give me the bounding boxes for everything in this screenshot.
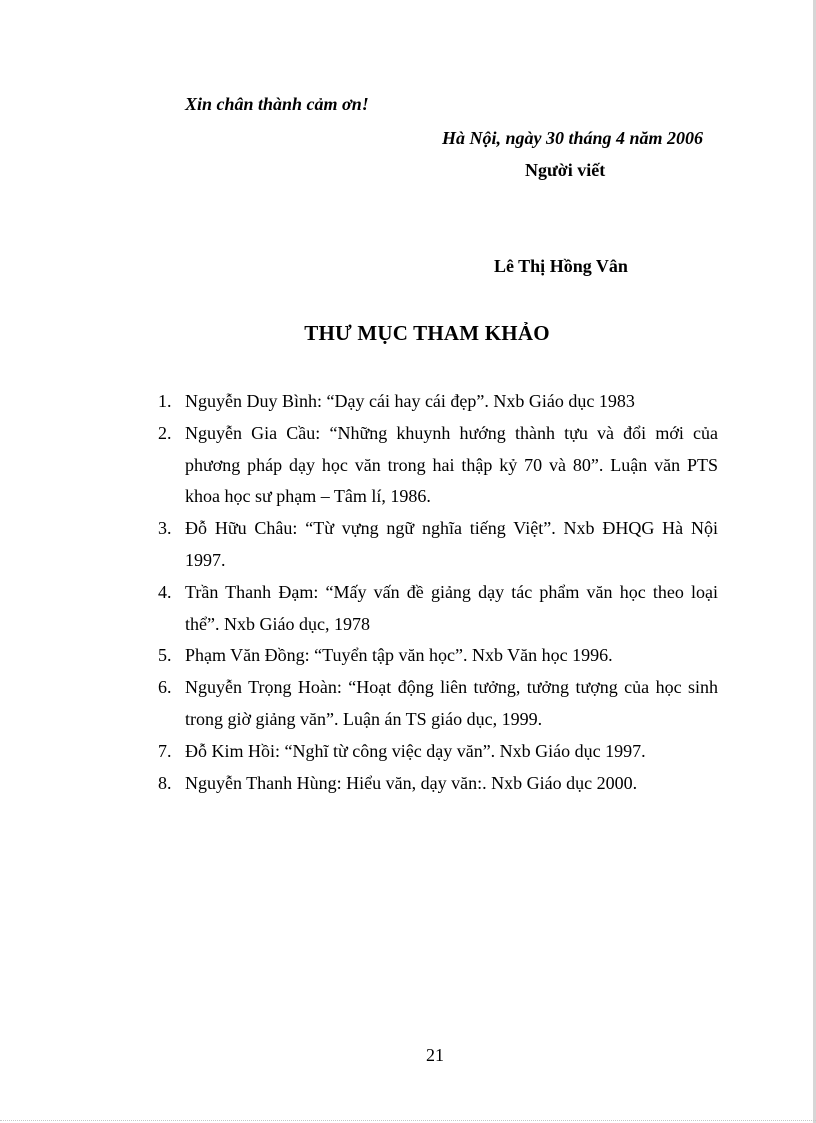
reference-list	[158, 386, 718, 799]
reference-text: Nguyễn Trọng Hoàn: “Hoạt động liên tưởng, tưởng tượng của học sinh trong giờ giảng văn”. Luận án TS giáo dục, 1999.	[185, 677, 718, 729]
thanks-line: Xin chân thành cảm ơn!	[185, 94, 369, 114]
reference-item	[158, 768, 718, 800]
reference-number: 4.	[158, 581, 172, 602]
reference-text: Đỗ Hữu Châu: “Từ vựng ngữ nghĩa tiếng Việt”. Nxb ĐHQG Hà Nội 1997.	[185, 518, 718, 570]
reference-item	[158, 640, 718, 672]
reference-item	[158, 513, 718, 577]
references-title: THƯ MỤC THAM KHẢO	[304, 321, 550, 345]
reference-text: Nguyễn Duy Bình: “Dạy cái hay cái đẹp”. Nxb Giáo dục 1983	[185, 391, 635, 411]
reference-item	[158, 577, 718, 641]
reference-item	[158, 386, 718, 418]
reference-text: Nguyễn Thanh Hùng: Hiểu văn, dạy văn:. Nxb Giáo dục 2000.	[185, 772, 638, 793]
reference-text: Đỗ Kim Hồi: “Nghĩ từ công việc dạy văn”. Nxb Giáo dục 1997.	[185, 740, 646, 761]
reference-number: 2.	[158, 422, 172, 443]
reference-number: 8.	[158, 772, 172, 793]
reference-number: 5.	[158, 645, 172, 666]
reference-number: 1.	[158, 391, 172, 411]
writer-name: Lê Thị Hồng Vân	[494, 256, 628, 276]
reference-item	[158, 672, 718, 736]
reference-item	[158, 736, 718, 768]
reference-number: 7.	[158, 740, 172, 761]
reference-text: Phạm Văn Đồng: “Tuyển tập văn học”. Nxb Văn học 1996.	[185, 645, 613, 666]
writer-label: Người viết	[525, 160, 606, 180]
date-place-line: Hà Nội, ngày 30 tháng 4 năm 2006	[442, 128, 704, 148]
reference-number: 6.	[158, 677, 172, 698]
reference-number: 3.	[158, 518, 172, 539]
page-number: 21	[426, 1045, 444, 1065]
reference-text: Nguyễn Gia Cầu: “Những khuynh hướng thành tựu và đổi mới của phương pháp dạy học văn trong hai thập kỷ 70 và 80”. Luận văn PTS khoa học sư phạm – Tâm lí, 1986.	[185, 422, 718, 507]
reference-text: Trần Thanh Đạm: “Mấy vấn đề giảng dạy tác phẩm văn học theo loại thể”. Nxb Giáo dục, 1978	[185, 581, 718, 634]
reference-item	[158, 418, 718, 513]
